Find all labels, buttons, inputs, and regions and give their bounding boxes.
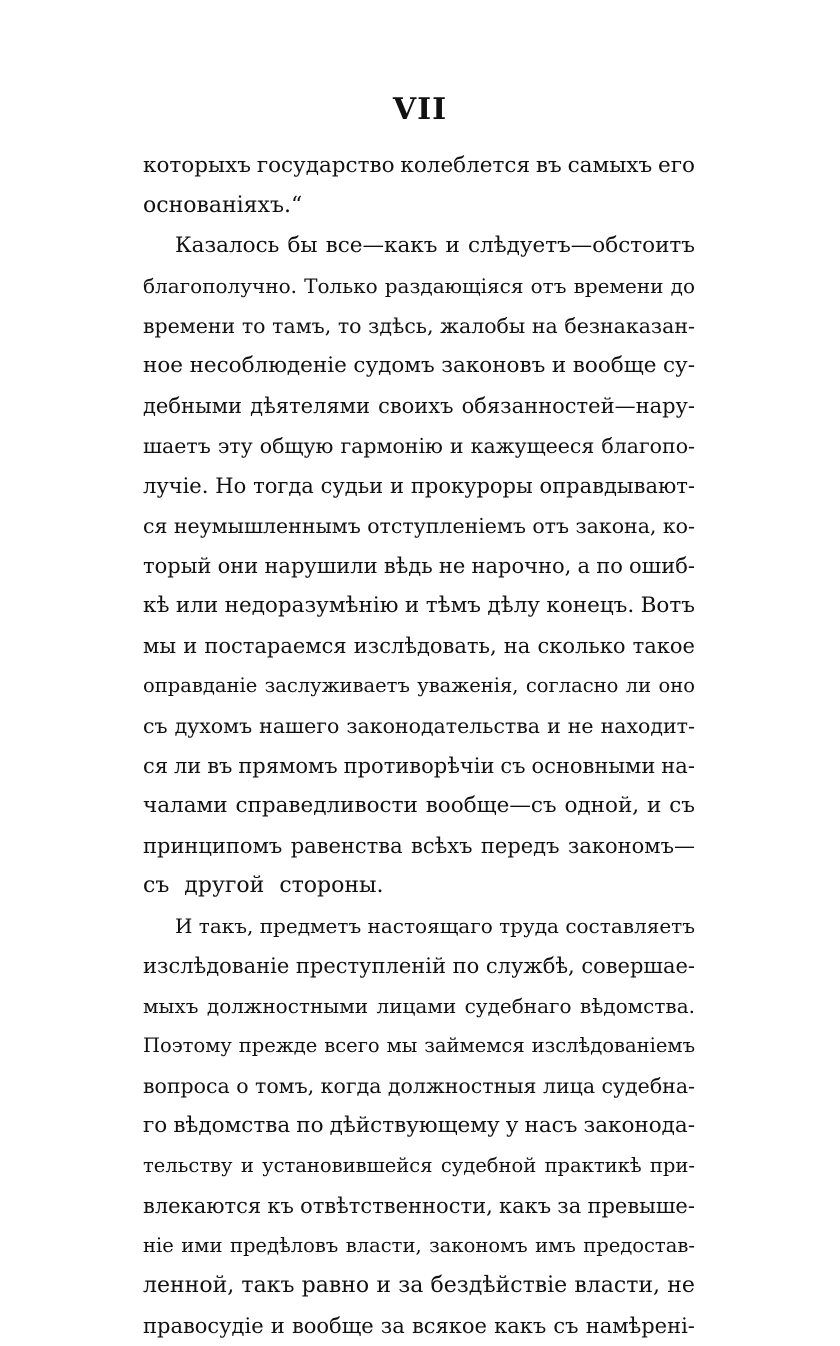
word: закономъ— [567, 834, 695, 858]
word: превыше- [587, 1194, 695, 1218]
word: должностными [206, 994, 369, 1018]
word: Казалось [175, 233, 280, 258]
word: ли [173, 754, 202, 778]
word: и [240, 1154, 254, 1177]
word: съ [553, 1314, 579, 1338]
word: не [438, 554, 466, 578]
word: съ [500, 754, 526, 778]
word: какъ [498, 1194, 552, 1218]
word: принципомъ [143, 834, 283, 858]
word: несоблюденіе [189, 353, 347, 378]
word: оправдывают- [539, 474, 695, 498]
word: эту [217, 434, 253, 458]
text-line [143, 586, 695, 626]
word: го [143, 1113, 168, 1138]
word: заслуживаетъ [264, 674, 410, 697]
word: недоразумѣнію [224, 593, 399, 618]
word: намѣрені- [585, 1314, 695, 1338]
word: дѣятелями [250, 394, 370, 418]
text-line [143, 786, 695, 826]
word: благополучно. [143, 274, 297, 298]
word: нашего [259, 714, 340, 738]
word: времени [143, 314, 236, 338]
word: сколько [537, 634, 626, 658]
text-line [143, 1066, 695, 1106]
word: власти, [345, 1234, 422, 1257]
word: ся [143, 514, 168, 538]
word: и [445, 233, 460, 258]
word: бы [287, 233, 318, 258]
word: за [557, 1194, 582, 1218]
word: о [236, 1074, 249, 1098]
word: вопроса [143, 1074, 230, 1098]
word: кѣ [143, 593, 170, 618]
word: ли [625, 674, 652, 697]
word: займемся [424, 1034, 525, 1057]
word: тельству [143, 1154, 233, 1177]
word: не [667, 1273, 695, 1298]
word: государство [256, 153, 395, 178]
word: дебными [143, 394, 243, 418]
word: равно [301, 1273, 370, 1298]
word: при- [649, 1154, 695, 1177]
word: и [647, 793, 662, 818]
word: всего [324, 1034, 380, 1057]
word: дѣйствующему [329, 1113, 500, 1138]
word: законода- [583, 1113, 695, 1138]
text-line [143, 826, 695, 866]
body-text [143, 146, 695, 1346]
word: лучіе. [143, 474, 209, 498]
text-line [143, 1306, 695, 1346]
word: то [337, 314, 362, 338]
text-line [143, 146, 695, 186]
word: имъ [535, 1234, 576, 1257]
word: съ [669, 793, 695, 818]
word: то [241, 314, 266, 338]
word: все—какъ [325, 233, 438, 258]
word: тогда [253, 474, 314, 498]
word: закономъ [429, 1234, 528, 1257]
word: власти, [574, 1273, 661, 1298]
word: насъ [524, 1113, 578, 1138]
text-line [143, 626, 695, 666]
word: ленной, [143, 1273, 235, 1298]
word: прежде [238, 1034, 318, 1057]
text-line [143, 1146, 695, 1186]
text-line [143, 1226, 695, 1266]
word: за [380, 1314, 405, 1338]
word: ное [143, 353, 183, 378]
word: вѣдь [383, 554, 433, 578]
word: правосудіе [143, 1314, 264, 1338]
word: совершае- [581, 954, 695, 978]
word: равенства [290, 834, 403, 858]
word: всякое [411, 1314, 487, 1338]
word: оправданіе [143, 674, 258, 697]
word: всѣхъ [411, 834, 473, 858]
word: судебной [440, 1154, 537, 1177]
word: слѣдуетъ—обстоитъ [467, 233, 695, 258]
word: по [596, 554, 623, 578]
word: преступленій [295, 954, 446, 978]
word: вообще [291, 1314, 374, 1338]
word: томъ, [255, 1074, 315, 1098]
word: судебна- [601, 1074, 695, 1098]
word: лицами [376, 994, 457, 1018]
word: Но [215, 474, 247, 498]
word: общую [259, 434, 334, 458]
word: самыхъ [567, 153, 653, 178]
word: тѣмъ [425, 593, 481, 618]
word: постараемся [204, 634, 347, 658]
word: обязанностей—нару- [461, 394, 695, 418]
word: вѣдомства [173, 1113, 291, 1138]
word: изслѣдованіемъ [531, 1034, 695, 1057]
word: бездѣйствіе [430, 1273, 568, 1298]
word: не [567, 714, 594, 738]
word: мы [386, 1034, 418, 1057]
word: своихъ [378, 394, 454, 418]
word: и [547, 714, 561, 738]
word: и [270, 1314, 285, 1338]
word: кажущееся [470, 434, 595, 458]
word: прокуроры [410, 474, 533, 498]
text-line [143, 386, 695, 426]
word: на [503, 634, 531, 658]
word: судебнаго [464, 994, 572, 1018]
word: ошиб- [629, 554, 695, 578]
text-line [143, 986, 695, 1026]
word: гармонію [340, 434, 443, 458]
word: предметъ [259, 914, 362, 938]
word: практикѣ [544, 1154, 642, 1177]
word: или [175, 593, 219, 618]
word: тамъ, [272, 314, 332, 338]
word: когда [320, 1074, 382, 1098]
word: уваженія, [417, 674, 519, 697]
word: по [452, 954, 480, 978]
word: какъ [494, 1314, 547, 1338]
word: такое [632, 634, 695, 658]
word: труда [499, 914, 559, 938]
text-line [143, 226, 695, 266]
text-line [143, 946, 695, 986]
text-line [143, 1026, 695, 1066]
word: которыхъ [143, 153, 251, 178]
word: а [577, 554, 591, 578]
word: должностныя [387, 1074, 537, 1098]
word: ко- [662, 514, 695, 538]
word: къ [267, 1194, 294, 1218]
word: жалобы [440, 314, 526, 338]
word: времени [573, 274, 664, 298]
word: и [376, 1273, 392, 1298]
word: влекаются [143, 1194, 262, 1218]
word: и [390, 474, 405, 498]
word: торый [143, 554, 212, 578]
word: и [183, 634, 198, 658]
word: отвѣтственности, [300, 1194, 493, 1218]
word: изслѣдовать, [353, 634, 497, 658]
word: вѣдомства. [579, 994, 695, 1018]
text-line [143, 666, 695, 706]
word: основными [531, 754, 656, 778]
word: въ [207, 754, 233, 778]
word: одной, [564, 793, 640, 818]
text-line [143, 306, 695, 346]
word: ніе [143, 1234, 174, 1257]
text-line [143, 546, 695, 586]
word: въ [535, 153, 562, 178]
word: Поэтому [143, 1034, 232, 1057]
text-line [143, 266, 695, 306]
word: раздающіяся [384, 274, 524, 298]
word: ся [143, 754, 169, 778]
word: противорѣчіи [343, 754, 495, 778]
word: изслѣдованіе [143, 954, 290, 978]
text-line [143, 866, 695, 906]
word: они [217, 554, 259, 578]
word: конецъ. [546, 593, 635, 618]
word: чалами [143, 793, 228, 818]
word: закона, [575, 514, 657, 538]
text-line [143, 426, 695, 466]
word: духомъ [174, 714, 253, 738]
word: благопо- [601, 434, 695, 458]
line-text: съ другой стороны. [143, 873, 384, 898]
text-line [143, 1266, 695, 1306]
text-line [143, 346, 695, 386]
page-number: VII [392, 92, 448, 127]
word: отступленіемъ [367, 514, 526, 538]
text-line [143, 1106, 695, 1146]
word: законовъ [441, 353, 546, 378]
word: на [531, 314, 558, 338]
word: настоящаго [367, 914, 493, 938]
word: за [398, 1273, 424, 1298]
word: службѣ, [485, 954, 575, 978]
word: до [670, 274, 695, 298]
text-line [143, 746, 695, 786]
word: на- [661, 754, 695, 778]
word: законодательства [346, 714, 541, 738]
word: оно [658, 674, 695, 697]
word: такъ [241, 1273, 295, 1298]
text-line [143, 906, 695, 946]
text-line [143, 706, 695, 746]
word: такъ, [198, 914, 254, 938]
word: составляетъ [565, 914, 695, 938]
word: отъ [532, 514, 570, 538]
word: по [296, 1113, 324, 1138]
word: вообще—съ [425, 793, 557, 818]
word: дѣлу [487, 593, 540, 618]
word: колеблется [400, 153, 531, 178]
word: лица [542, 1074, 596, 1098]
word: находит- [600, 714, 695, 738]
word: передъ [480, 834, 560, 858]
word: здѣсь, [368, 314, 434, 338]
text-line [143, 506, 695, 546]
word: Вотъ [640, 593, 695, 618]
word: судьи [320, 474, 384, 498]
word: шаетъ [143, 434, 211, 458]
word: отъ [530, 274, 567, 298]
word: судомъ [353, 353, 435, 378]
line-text: основаніяхъ.“ [143, 193, 303, 218]
word: мы [143, 634, 177, 658]
word: его [658, 153, 695, 178]
text-line [143, 466, 695, 506]
word: согласно [525, 674, 619, 697]
word: прямомъ [238, 754, 338, 778]
word: и [551, 353, 567, 378]
text-line [143, 1186, 695, 1226]
word: И [175, 914, 193, 938]
word: предостав- [583, 1234, 695, 1257]
word: мыхъ [143, 994, 199, 1018]
word: у [505, 1113, 519, 1138]
word: и [449, 434, 464, 458]
word: и [404, 593, 420, 618]
text-line [143, 186, 695, 226]
word: вообще [572, 353, 657, 378]
word: съ [143, 714, 168, 738]
word: справедливости [235, 793, 418, 818]
word: Только [304, 274, 378, 298]
word: нарочно, [471, 554, 572, 578]
word: безнаказан- [564, 314, 695, 338]
word: су- [663, 353, 695, 378]
word: ими [181, 1234, 223, 1257]
word: установившейся [262, 1154, 433, 1177]
word: предѣловъ [229, 1234, 339, 1257]
word: нарушили [264, 554, 378, 578]
word: неумышленнымъ [173, 514, 361, 538]
